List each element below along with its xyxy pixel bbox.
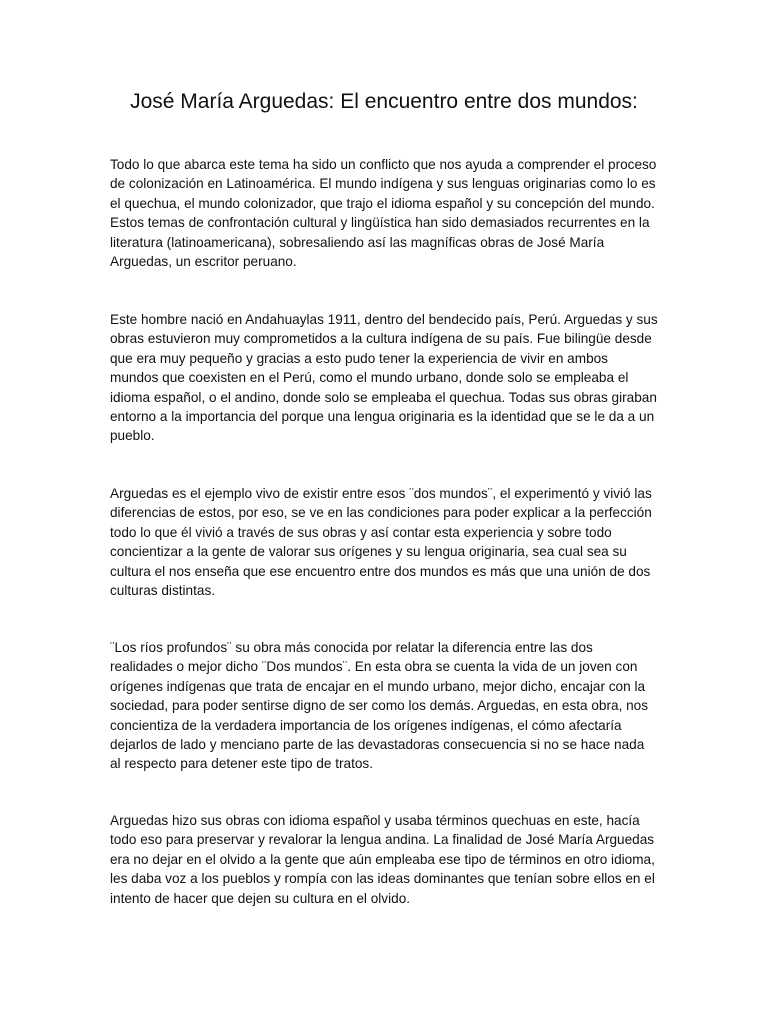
document-title: José María Arguedas: El encuentro entre dos mundos: <box>130 90 638 113</box>
paragraph-3: Arguedas es el ejemplo vivo de existir entre esos ¨dos mundos¨, el experimentó y vivió las diferencias de estos, por eso, se ve en las condiciones para poder explicar a la perfección todo lo que él vivió a través de sus obras y así contar esta experiencia y sobre todo concientizar a la gente de valorar sus orígenes y su lengua originaria, sea cual sea su cultura el nos enseña que ese encuentro entre dos mundos es más que una unión de dos culturas distintas. <box>110 486 652 599</box>
paragraph-1: Todo lo que abarca este tema ha sido un conflicto que nos ayuda a comprender el proceso de colonización en Latinoamérica. El mundo indígena y sus lenguas originarias como lo es el quechua, el mundo colonizador, que trajo el idioma español y su concepción del mundo. Estos temas de confrontación cultural y lingüística han sido demasiados recurrentes en la literatura (latinoamericana), sobresaliendo así las magníficas obras de José María Arguedas, un escritor peruano. <box>110 157 657 270</box>
paragraph-5: Arguedas hizo sus obras con idioma español y usaba términos quechuas en este, hacía todo eso para preservar y revalorar la lengua andina. La finalidad de José María Arguedas era no dejar en el olvido a la gente que aún empleaba ese tipo de términos en otro idioma, les daba voz a los pueblos y rompía con las ideas dominantes que tenían sobre ellos en el intento de hacer que dejen su cultura en el olvido. <box>110 813 655 906</box>
paragraph-4: ¨Los ríos profundos¨ su obra más conocida por relatar la diferencia entre las dos realidades o mejor dicho ¨Dos mundos¨. En esta obra se cuenta la vida de un joven con orígenes indígenas que trata de encajar en el mundo urbano, mejor dicho, encajar con la sociedad, para poder sentirse digno de ser como los demás. Arguedas, en esta obra, nos concientiza de la verdadera importancia de los orígenes indígenas, el cómo afectaría dejarlos de lado y menciano parte de las devastadoras consecuencia si no se hace nada al respecto para detener este tipo de tratos. <box>110 640 649 772</box>
paragraph-2: Este hombre nació en Andahuaylas 1911, dentro del bendecido país, Perú. Arguedas y sus obras estuvieron muy comprometidos a la cultura indígena de su país. Fue bilingüe desde que era muy pequeño y gracias a esto pudo tener la experiencia de vivir en ambos mundos que coexisten en el Perú, como el mundo urbano, donde solo se empleaba el idioma español, o el andino, donde solo se empleaba el quechua. Todas sus obras giraban entorno a la importancia del porque una lengua originaria es la identidad que se le da a un pueblo. <box>110 312 658 444</box>
